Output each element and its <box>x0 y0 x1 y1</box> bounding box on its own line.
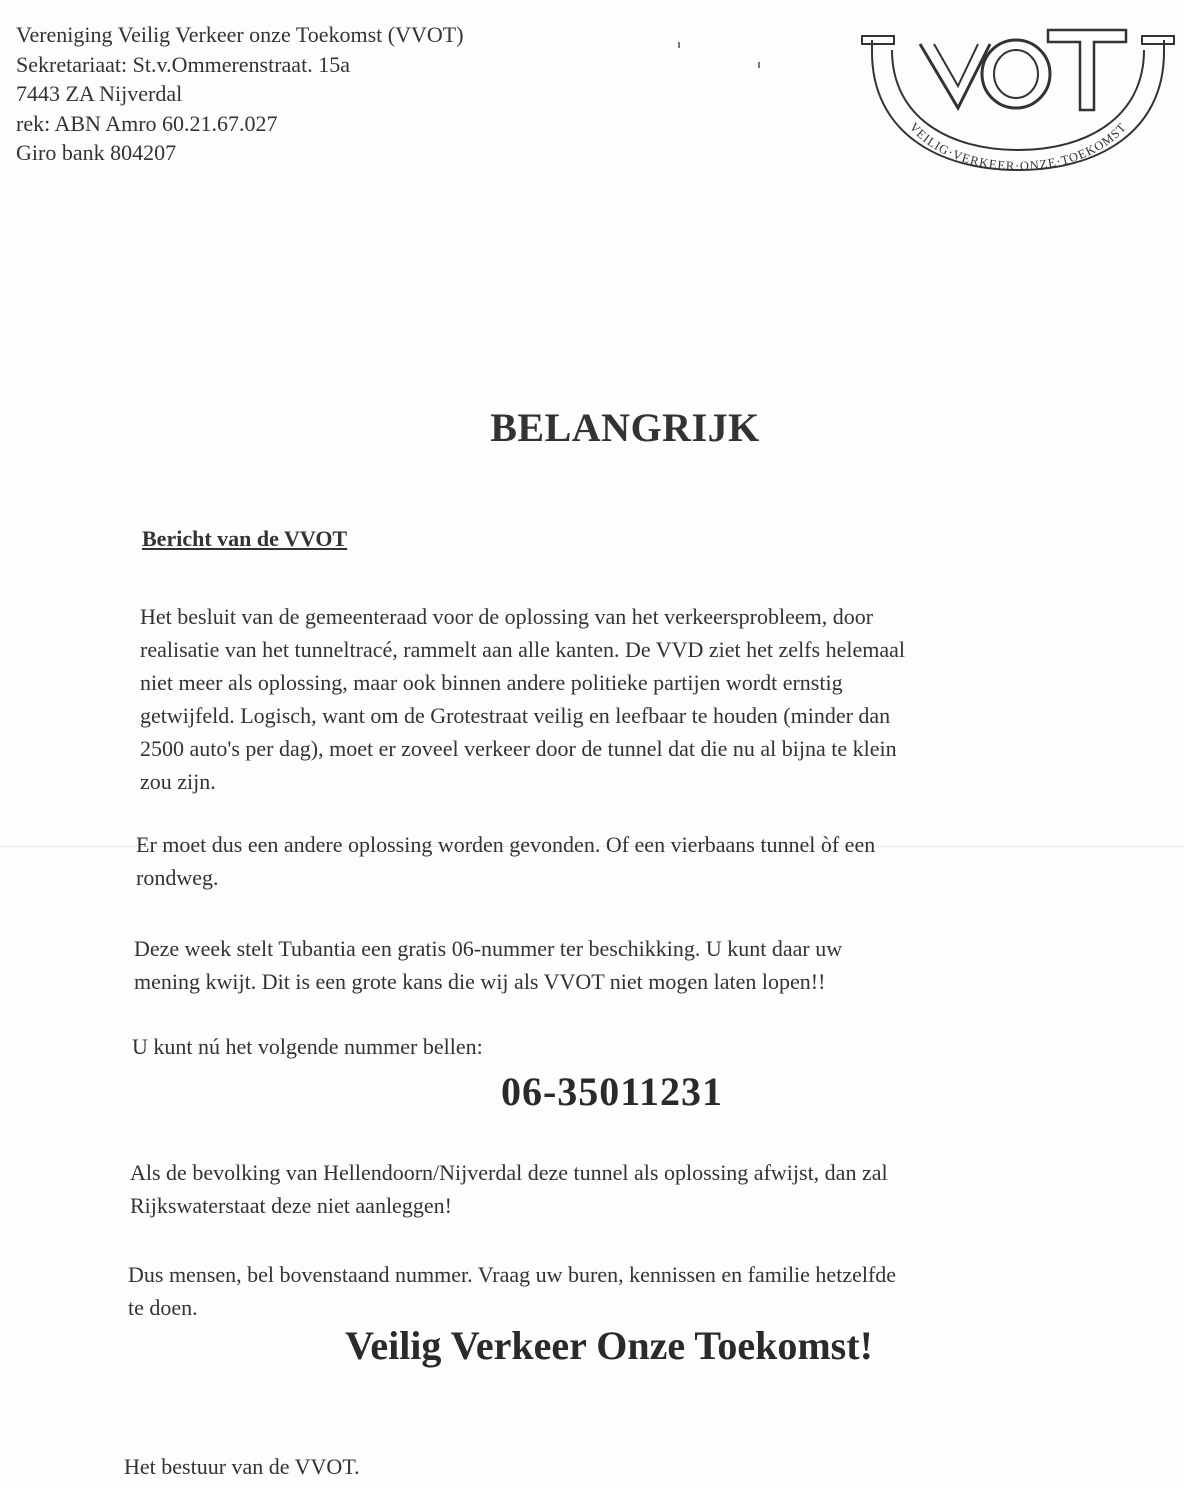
text-line: Rijkswaterstaat deze niet aanleggen! <box>130 1193 452 1218</box>
text-line: realisatie van het tunneltracé, rammelt aan alle kanten. De VVD ziet het zelfs helemaal <box>140 637 905 662</box>
paragraph-call-intro <box>132 1030 483 1063</box>
paragraph-rijkswaterstaat <box>130 1156 888 1222</box>
text-line: te doen. <box>128 1295 198 1320</box>
sender-line-organisation: Vereniging Veilig Verkeer onze Toekomst (VVOT) <box>16 22 464 47</box>
text-line: mening kwijt. Dit is een grote kans die wij als VVOT niet mogen laten lopen!! <box>134 969 826 994</box>
closing-signature: Het bestuur van de VVOT. <box>124 1454 360 1479</box>
sender-line-bank-account: rek: ABN Amro 60.21.67.027 <box>16 110 278 136</box>
paragraph-tubantia <box>134 932 842 998</box>
logo-ring-text: VEILIG·VERKEER·ONZE·TOEKOMST <box>906 119 1130 172</box>
text-line: getwijfeld. Logisch, want om de Grotestraat veilig en leefbaar te houden (minder dan <box>140 703 891 728</box>
paragraph-decision <box>140 600 905 798</box>
sender-line-secretariat: Sekretariaat: St.v.Ommerenstraat. 15a <box>16 51 350 77</box>
text-line: 2500 auto's per dag), moet er zoveel verkeer door de tunnel dat die nu al bijna te klein <box>140 736 897 761</box>
text-line: Er moet dus een andere oplossing worden gevonden. Of een vierbaans tunnel òf een <box>136 832 876 857</box>
sender-line-giro: Giro bank 804207 <box>16 140 177 165</box>
scan-speck <box>758 62 760 68</box>
scan-speck <box>678 42 680 48</box>
paragraph-call-to-action <box>128 1258 896 1324</box>
text-line: niet meer als oplossing, maar ook binnen andere politieke partijen wordt ernstig <box>140 670 843 695</box>
sender-address <box>16 20 464 168</box>
phone-number: 06-35011231 <box>500 1069 724 1114</box>
text-line: Deze week stelt Tubantia een gratis 06-nummer ter beschikking. U kunt daar uw <box>134 936 843 961</box>
vvot-logo <box>858 22 1178 172</box>
text-line: rondweg. <box>136 865 219 890</box>
paragraph-alternative <box>136 828 875 894</box>
page-title: BELANGRIJK <box>490 405 760 450</box>
text-line: Als de bevolking van Hellendoorn/Nijverdal deze tunnel als oplossing afwijst, dan zal <box>130 1160 888 1185</box>
slogan: Veilig Verkeer Onze Toekomst! <box>345 1323 873 1368</box>
text-line: zou zijn. <box>140 769 216 794</box>
subtitle: Bericht van de VVOT <box>142 526 348 551</box>
text-line: Dus mensen, bel bovenstaand nummer. Vraag uw buren, kennissen en familie hetzelfde <box>128 1262 897 1287</box>
text-line: Het besluit van de gemeenteraad voor de oplossing van het verkeersprobleem, door <box>140 604 874 629</box>
svg-text:VEILIG·VERKEER·ONZE·TOEKOMST <box>907 120 1129 172</box>
text-line: U kunt nú het volgende nummer bellen: <box>132 1034 483 1059</box>
sender-line-postcode: 7443 ZA Nijverdal <box>16 81 183 106</box>
